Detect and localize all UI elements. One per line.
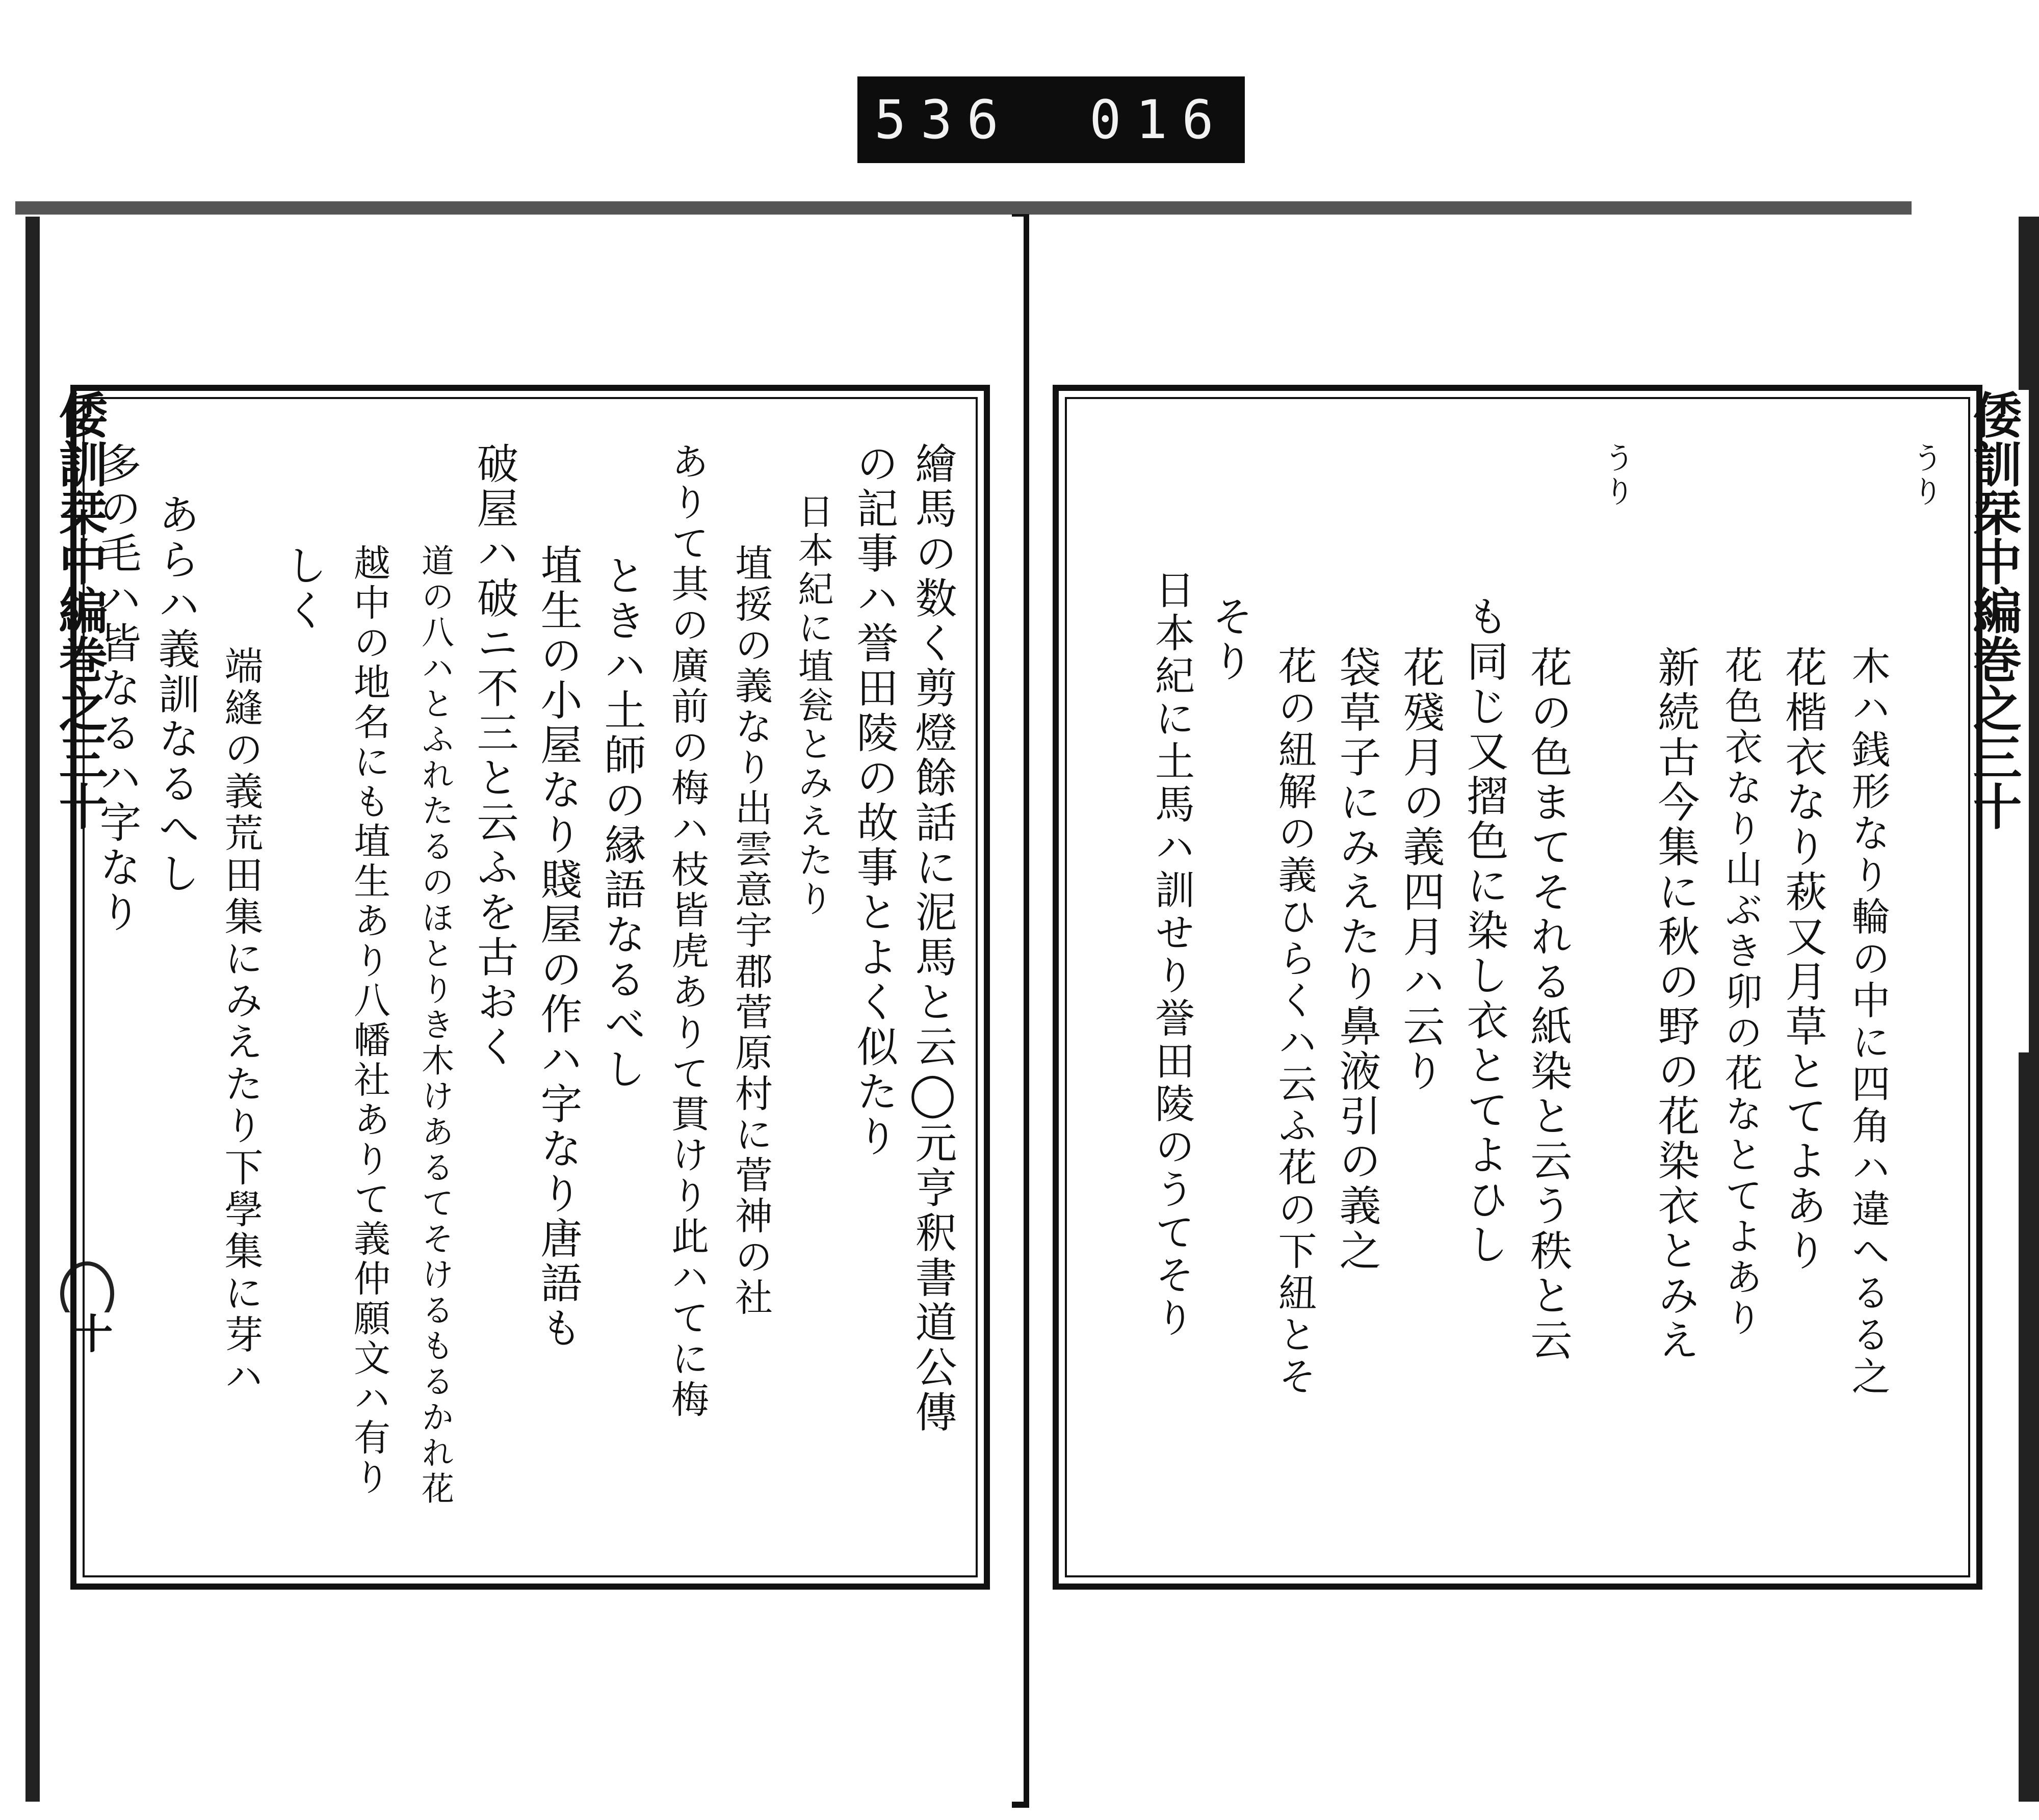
left-column-12: 端縫の義荒田集にみえたり下學集に芽ハ — [218, 646, 264, 1398]
right-column-2: 木ハ銭形なり輪の中に四角ハ違へるる之 — [1845, 646, 1891, 1398]
right-column-6: うり — [1599, 442, 1635, 509]
left-page-header: 倭訓栞中編巻之三十 — [45, 390, 115, 1001]
left-page — [25, 217, 1024, 1802]
right-column-11: 花の紐解の義ひらくハ云ふ花の下紐とそ — [1272, 646, 1317, 1398]
catalog-number-right: 016 — [1089, 89, 1228, 151]
right-page — [1032, 217, 2039, 1802]
left-column-4: 埴挼の義なり出雲意宇郡菅原村に菅神の社 — [729, 544, 773, 1318]
right-column-5: 新続古今集に秋の野の花染衣とみえ — [1651, 646, 1700, 1363]
right-column-13: 日本紀に土馬ハ訓せり誉田陵のうてそり — [1148, 569, 1194, 1340]
right-column-4: 花色衣なり山ぶき卯の花なとてよあり — [1719, 646, 1763, 1339]
right-column-12: そり — [1205, 595, 1253, 684]
right-column-1: うり — [1907, 442, 1943, 509]
right-column-9: 花殘月の義四月ハ云り — [1396, 646, 1445, 1094]
catalog-number-left: 536 — [874, 89, 1013, 151]
right-page-header: 倭訓栞中編巻之三十 — [1959, 390, 2029, 1052]
catalog-label — [857, 76, 1245, 163]
left-column-11: しく — [279, 544, 327, 634]
left-column-3: 日本紀に埴瓮とみえたり — [792, 493, 834, 919]
left-column-5: ありて其の廣前の梅ハ枝皆虎ありて貫けり此ハてに梅 — [665, 442, 709, 1420]
left-column-9: 道の八ハとふれたるのほとりき木けあるてそけるもるかれ花 — [416, 544, 454, 1507]
right-text-frame — [1053, 385, 1982, 1590]
left-column-13: あらハ義訓なるへし — [151, 493, 200, 896]
left-column-7: 埴生の小屋なり賤屋の作ハ字なり唐語も — [534, 544, 582, 1351]
left-column-2: の記事ハ誉田陵の故事とよく似たり — [850, 442, 898, 1159]
right-column-8: も同じ又摺色に染し衣とてよひし — [1460, 595, 1508, 1268]
left-text-frame — [70, 385, 990, 1590]
left-page-margin-number: 十 — [60, 1312, 119, 1353]
right-column-3: 花楷衣なり萩又月草とてよあり — [1779, 646, 1827, 1274]
left-column-1: 繪馬の数く剪燈餘話に泥馬と云◯元亨釈書道公傳 — [908, 442, 957, 1435]
right-column-7: 花の色まてそれる紙染と云う秩と云 — [1524, 646, 1572, 1363]
left-column-14: 多の毛ハ皆なるハ字なり — [93, 442, 141, 935]
left-column-10: 越中の地名にも埴生あり八幡社ありて義仲願文ハ有り — [348, 544, 390, 1498]
left-column-8: 破屋ハ破ニ不三と云ふを古おく — [470, 442, 518, 1070]
left-column-6: ときハ土師の縁語なるべし — [597, 554, 646, 1092]
right-column-10: 袋草子にみえたり鼻液引の義之 — [1332, 646, 1381, 1274]
